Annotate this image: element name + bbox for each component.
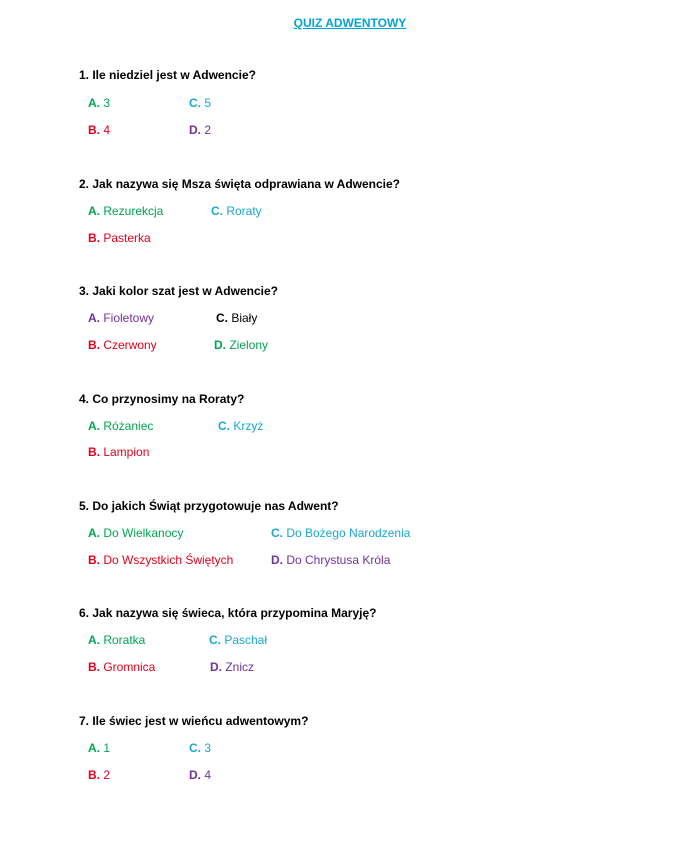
question-4: 4. Co przynosimy na Roraty? — [79, 392, 245, 406]
answer-1c: C. 5 — [189, 96, 212, 110]
question-1: 1. Ile niedziel jest w Adwencie? — [79, 68, 256, 82]
answer-4b: B. Lampion — [88, 445, 150, 459]
answer-7c: C. 3 — [189, 741, 212, 755]
answer-3d: D. Zielony — [214, 338, 269, 352]
question-3: 3. Jaki kolor szat jest w Adwencie? — [79, 284, 278, 298]
answer-5c: C. Do Bożego Narodzenia — [271, 526, 411, 540]
answer-3a: A. Fioletowy — [88, 311, 155, 325]
question-7: 7. Ile świec jest w wieńcu adwentowym? — [79, 714, 309, 728]
answer-6a: A. Roratka — [88, 633, 146, 647]
answer-6d: D. Znicz — [210, 660, 255, 674]
answer-1a: A. 3 — [88, 96, 111, 110]
answer-5b: B. Do Wszystkich Świętych — [88, 553, 234, 567]
answer-5d: D. Do Chrystusa Króla — [271, 553, 391, 567]
answer-5a: A. Do Wielkanocy — [88, 526, 184, 540]
question-6: 6. Jak nazywa się świeca, która przypomina Maryję? — [79, 606, 377, 620]
question-5: 5. Do jakich Świąt przygotowuje nas Adwent? — [79, 499, 339, 513]
answer-1b: B. 4 — [88, 123, 111, 137]
answer-1d: D. 2 — [189, 123, 212, 137]
answer-7d: D. 4 — [189, 768, 212, 782]
answer-6c: C. Paschał — [209, 633, 268, 647]
answer-2a: A. Rezurekcja — [88, 204, 164, 218]
answer-7a: A. 1 — [88, 741, 111, 755]
answer-6b: B. Gromnica — [88, 660, 156, 674]
answer-3b: B. Czerwony — [88, 338, 157, 352]
answer-3c: C. Biały — [216, 311, 258, 325]
answer-7b: B. 2 — [88, 768, 111, 782]
answer-4c: C. Krzyż — [218, 419, 264, 433]
question-2: 2. Jak nazywa się Msza święta odprawiana w Adwencie? — [79, 177, 401, 191]
answer-4a: A. Różaniec — [88, 419, 154, 433]
answer-2b: B. Pasterka — [88, 231, 151, 245]
quiz-title: QUIZ ADWENTOWY — [293, 16, 407, 30]
answer-2c: C. Roraty — [211, 204, 262, 218]
